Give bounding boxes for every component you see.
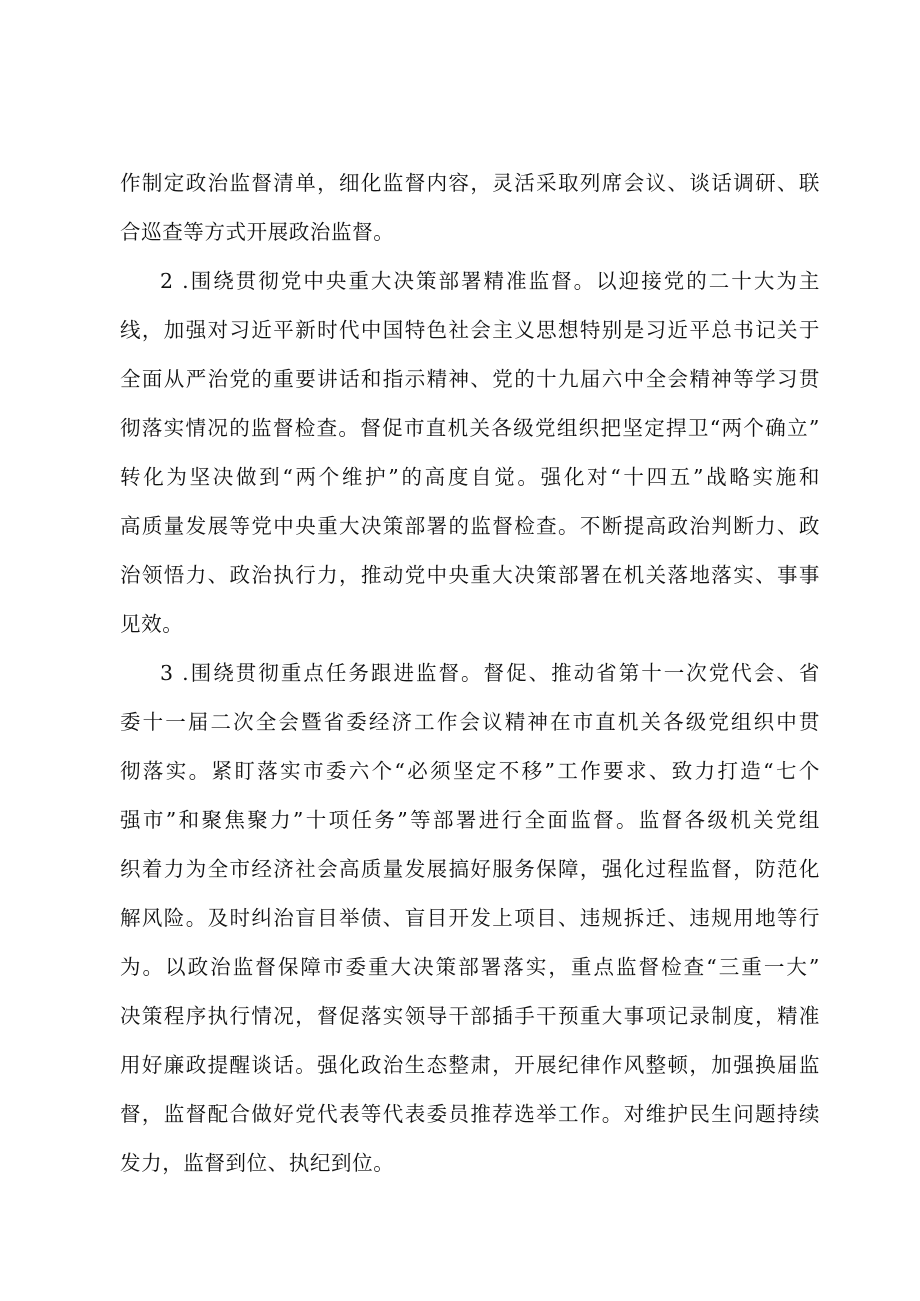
paragraph-2-line-6: 高质量发展等党中央重大决策部署的监督检查。不断提高政治判断力、政 (120, 514, 820, 538)
paragraph-3-line-7: 为。以政治监督保障市委重大决策部署落实，重点监督检查“三重一大” (120, 955, 820, 979)
paragraph-3-line-3: 彻落实。紧盯落实市委六个“必须坚定不移”工作要求、致力打造“七个 (120, 759, 820, 783)
paragraph-2-line-4: 彻落实情况的监督检查。督促市直机关各级党组织把坚定捍卫“两个确立” (120, 416, 820, 440)
paragraph-3-line-6: 解风险。及时纠治盲目举债、盲目开发上项目、违规拆迁、违规用地等行 (120, 906, 820, 930)
paragraph-3-line-4: 强市”和聚焦聚力”十项任务”等部署进行全面监督。监督各级机关党组 (120, 808, 820, 832)
paragraph-3-line-11: 发力，监督到位、执纪到位。 (120, 1151, 395, 1175)
paragraph-2-line-1: 2 .围绕贯彻党中央重大决策部署精准监督。以迎接党的二十大为主 (160, 269, 820, 293)
paragraph-3-line-1: 3 .围绕贯彻重点任务跟进监督。督促、推动省第十一次党代会、省 (160, 661, 820, 685)
paragraph-2-line-3: 全面从严治党的重要讲话和指示精神、党的十九届六中全会精神等学习贯 (120, 367, 820, 391)
paragraph-1-line-1: 作制定政治监督清单，细化监督内容，灵活采取列席会议、谈话调研、联 (120, 171, 820, 195)
paragraph-2-line-2: 线，加强对习近平新时代中国特色社会主义思想特别是习近平总书记关于 (120, 318, 820, 342)
paragraph-3-line-2: 委十一届二次全会暨省委经济工作会议精神在市直机关各级党组织中贯 (120, 710, 820, 734)
paragraph-2-line-5: 转化为坚决做到“两个维护”的高度自觉。强化对“十四五”战略实施和 (120, 465, 820, 489)
paragraph-3-line-9: 用好廉政提醒谈话。强化政治生态整肃，开展纪律作风整顿，加强换届监 (120, 1053, 820, 1077)
paragraph-3-line-5: 织着力为全市经济社会高质量发展搞好服务保障，强化过程监督，防范化 (120, 857, 820, 881)
paragraph-3-line-10: 督，监督配合做好党代表等代表委员推荐选举工作。对维护民生问题持续 (120, 1102, 820, 1126)
paragraph-2-line-8: 见效。 (120, 612, 184, 636)
paragraph-2-line-7: 治领悟力、政治执行力，推动党中央重大决策部署在机关落地落实、事事 (120, 563, 820, 587)
paragraph-1-line-2: 合巡查等方式开展政治监督。 (120, 220, 395, 244)
paragraph-3-line-8: 决策程序执行情况，督促落实领导干部插手干预重大事项记录制度，精准 (120, 1004, 820, 1028)
